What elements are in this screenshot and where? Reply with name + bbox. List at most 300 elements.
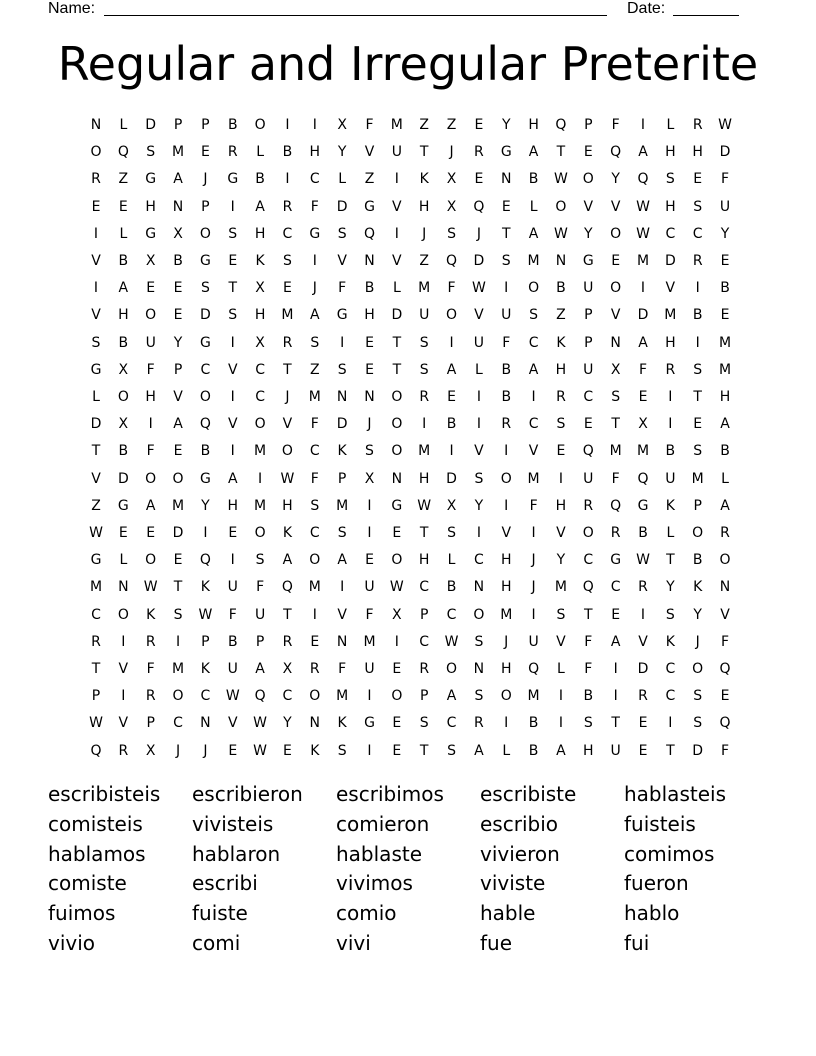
grid-letter[interactable]: V <box>720 606 730 623</box>
grid-letter[interactable]: V <box>91 253 101 269</box>
grid-letter[interactable]: A <box>556 742 566 759</box>
grid-letter[interactable]: H <box>364 307 375 324</box>
grid-letter[interactable]: F <box>447 280 456 297</box>
grid-letter[interactable]: C <box>583 552 594 569</box>
grid-letter[interactable]: E <box>365 361 374 378</box>
grid-letter[interactable]: Z <box>364 171 375 188</box>
grid-letter[interactable]: T <box>501 225 511 242</box>
grid-letter[interactable]: P <box>146 715 155 732</box>
grid-letter[interactable]: I <box>312 117 317 133</box>
grid-letter[interactable]: I <box>203 525 208 541</box>
grid-letter[interactable]: E <box>392 525 402 541</box>
grid-letter[interactable]: F <box>721 742 730 759</box>
grid-letter[interactable]: G <box>117 497 129 514</box>
grid-letter[interactable]: V <box>528 443 539 460</box>
grid-letter[interactable]: B <box>446 579 457 596</box>
grid-letter[interactable]: S <box>447 742 456 759</box>
grid-letter[interactable]: J <box>312 280 317 297</box>
grid-letter[interactable]: P <box>693 497 702 514</box>
grid-letter[interactable]: S <box>693 715 703 732</box>
grid-letter[interactable]: S <box>447 225 456 242</box>
grid-letter[interactable]: I <box>640 280 646 297</box>
grid-letter[interactable]: D <box>200 307 211 324</box>
grid-letter[interactable]: O <box>446 661 458 677</box>
grid-letter[interactable]: A <box>446 361 457 378</box>
grid-letter[interactable]: B <box>118 334 129 351</box>
grid-letter[interactable]: C <box>255 361 265 378</box>
grid-letter[interactable]: R <box>638 579 648 596</box>
grid-letter[interactable]: I <box>258 470 263 487</box>
grid-letter[interactable]: W <box>89 715 103 732</box>
grid-letter[interactable]: E <box>365 552 374 569</box>
grid-letter[interactable]: I <box>613 661 618 677</box>
grid-letter[interactable]: F <box>256 579 265 596</box>
grid-letter[interactable]: S <box>91 334 101 351</box>
grid-letter[interactable]: A <box>528 361 539 378</box>
grid-letter[interactable]: L <box>474 361 483 378</box>
grid-letter[interactable]: K <box>693 579 703 596</box>
grid-letter[interactable]: R <box>419 661 430 677</box>
grid-letter[interactable]: C <box>200 361 211 378</box>
grid-letter[interactable]: H <box>665 334 676 351</box>
grid-letter[interactable]: I <box>558 470 563 487</box>
grid-letter[interactable]: I <box>531 606 536 623</box>
grid-letter[interactable]: G <box>227 171 239 188</box>
grid-letter[interactable]: S <box>282 253 292 269</box>
grid-letter[interactable]: H <box>665 198 676 215</box>
grid-letter[interactable]: X <box>173 225 183 242</box>
grid-letter[interactable]: W <box>198 606 213 623</box>
grid-letter[interactable]: M <box>609 443 622 460</box>
grid-letter[interactable]: G <box>199 334 211 351</box>
grid-letter[interactable]: O <box>391 688 403 705</box>
grid-letter[interactable]: U <box>391 144 402 161</box>
grid-letter[interactable]: A <box>446 688 457 705</box>
grid-letter[interactable]: R <box>419 389 430 405</box>
grid-letter[interactable]: B <box>446 416 457 433</box>
grid-letter[interactable]: V <box>118 661 129 677</box>
grid-letter[interactable]: M <box>719 361 732 378</box>
grid-letter[interactable]: S <box>310 334 320 351</box>
grid-letter[interactable]: V <box>91 470 101 487</box>
grid-letter[interactable]: I <box>668 416 673 433</box>
grid-letter[interactable]: V <box>337 606 347 623</box>
grid-letter[interactable]: N <box>118 579 129 596</box>
grid-letter[interactable]: T <box>611 715 620 732</box>
grid-letter[interactable]: P <box>337 470 347 487</box>
grid-letter[interactable]: R <box>474 715 484 732</box>
grid-letter[interactable]: I <box>558 715 563 732</box>
grid-letter[interactable]: H <box>309 144 321 161</box>
grid-letter[interactable]: S <box>556 416 566 433</box>
grid-letter[interactable]: F <box>146 361 155 378</box>
grid-letter[interactable]: E <box>283 280 292 297</box>
grid-letter[interactable]: F <box>310 198 319 215</box>
grid-letter[interactable]: J <box>175 742 181 759</box>
grid-letter[interactable]: M <box>418 443 431 460</box>
grid-letter[interactable]: Y <box>666 579 675 596</box>
grid-letter[interactable]: H <box>719 389 731 405</box>
grid-letter[interactable]: S <box>310 497 320 514</box>
grid-letter[interactable]: M <box>719 334 732 351</box>
grid-letter[interactable]: O <box>692 525 704 541</box>
grid-letter[interactable]: E <box>173 552 183 569</box>
grid-letter[interactable]: T <box>392 361 402 378</box>
grid-letter[interactable]: M <box>500 606 513 623</box>
grid-letter[interactable]: T <box>283 606 292 623</box>
grid-letter[interactable]: X <box>392 606 402 623</box>
grid-letter[interactable]: P <box>419 688 429 705</box>
grid-letter[interactable]: R <box>692 117 703 133</box>
grid-letter[interactable]: Z <box>310 361 320 378</box>
grid-letter[interactable]: B <box>638 525 648 541</box>
grid-letter[interactable]: Q <box>254 688 266 705</box>
grid-letter[interactable]: V <box>364 144 375 161</box>
grid-letter[interactable]: I <box>148 416 153 433</box>
grid-letter[interactable]: O <box>172 470 184 487</box>
grid-letter[interactable]: X <box>446 497 457 514</box>
grid-letter[interactable]: I <box>504 497 509 514</box>
grid-letter[interactable]: K <box>310 742 320 759</box>
grid-letter[interactable]: B <box>501 361 512 378</box>
grid-letter[interactable]: O <box>145 470 157 487</box>
grid-letter[interactable]: I <box>668 389 673 405</box>
grid-letter[interactable]: I <box>504 280 509 297</box>
grid-letter[interactable]: B <box>720 280 730 297</box>
grid-letter[interactable]: G <box>199 253 211 269</box>
grid-letter[interactable]: Q <box>555 117 567 133</box>
grid-letter[interactable]: V <box>91 307 101 324</box>
grid-letter[interactable]: N <box>473 661 485 677</box>
grid-letter[interactable]: N <box>391 470 403 487</box>
grid-letter[interactable]: C <box>173 715 183 732</box>
grid-letter[interactable]: D <box>692 742 704 759</box>
grid-letter[interactable]: S <box>611 389 621 405</box>
grid-letter[interactable]: H <box>118 307 129 324</box>
grid-letter[interactable]: S <box>583 715 593 732</box>
grid-letter[interactable]: C <box>309 171 320 188</box>
grid-letter[interactable]: O <box>528 280 540 297</box>
grid-letter[interactable]: Q <box>582 579 594 596</box>
grid-letter[interactable]: D <box>117 470 129 487</box>
grid-letter[interactable]: O <box>309 688 321 705</box>
grid-letter[interactable]: Y <box>337 144 347 161</box>
grid-letter[interactable]: X <box>255 334 265 351</box>
grid-letter[interactable]: B <box>173 253 183 269</box>
grid-letter[interactable]: G <box>336 307 348 324</box>
grid-letter[interactable]: Q <box>281 579 293 596</box>
grid-letter[interactable]: A <box>638 144 648 161</box>
grid-letter[interactable]: I <box>695 280 700 297</box>
grid-letter[interactable]: E <box>200 144 210 161</box>
grid-letter[interactable]: O <box>199 389 211 405</box>
grid-letter[interactable]: I <box>394 171 399 188</box>
grid-letter[interactable]: Q <box>582 443 594 460</box>
grid-letter[interactable]: U <box>364 579 375 596</box>
grid-letter[interactable]: Y <box>611 171 620 188</box>
grid-letter[interactable]: J <box>504 633 509 650</box>
grid-letter[interactable]: M <box>336 497 349 514</box>
grid-letter[interactable]: X <box>638 416 648 433</box>
grid-letter[interactable]: P <box>91 688 101 705</box>
grid-letter[interactable]: I <box>175 633 181 650</box>
grid-letter[interactable]: Y <box>474 497 484 514</box>
grid-letter[interactable]: M <box>418 280 431 297</box>
grid-letter[interactable]: F <box>611 470 620 487</box>
grid-letter[interactable]: H <box>500 579 512 596</box>
grid-letter[interactable]: I <box>312 606 317 623</box>
grid-letter[interactable]: R <box>583 497 594 514</box>
grid-letter[interactable]: Y <box>173 334 183 351</box>
grid-letter[interactable]: V <box>610 198 621 215</box>
grid-letter[interactable]: E <box>365 334 374 351</box>
grid-letter[interactable]: M <box>254 497 267 514</box>
grid-letter[interactable]: N <box>555 253 567 269</box>
grid-letter[interactable]: Q <box>719 661 731 677</box>
grid-letter[interactable]: L <box>338 171 347 188</box>
grid-letter[interactable]: S <box>693 198 703 215</box>
grid-letter[interactable]: O <box>254 117 266 133</box>
grid-letter[interactable]: N <box>172 198 184 215</box>
grid-letter[interactable]: P <box>201 198 210 215</box>
grid-letter[interactable]: F <box>584 633 593 650</box>
grid-letter[interactable]: I <box>367 742 372 759</box>
grid-letter[interactable]: P <box>173 361 183 378</box>
grid-letter[interactable]: X <box>282 661 293 677</box>
grid-letter[interactable]: E <box>228 253 238 269</box>
grid-letter[interactable]: X <box>255 280 265 297</box>
grid-letter[interactable]: S <box>474 633 484 650</box>
grid-letter[interactable]: B <box>118 443 129 460</box>
grid-letter[interactable]: N <box>473 579 485 596</box>
grid-letter[interactable]: S <box>146 144 156 161</box>
grid-letter[interactable]: E <box>447 389 456 405</box>
grid-letter[interactable]: W <box>636 552 650 569</box>
grid-letter[interactable]: O <box>719 552 731 569</box>
grid-letter[interactable]: I <box>640 117 646 133</box>
grid-letter[interactable]: F <box>310 416 319 433</box>
grid-letter[interactable]: I <box>558 688 563 705</box>
grid-letter[interactable]: I <box>230 389 235 405</box>
grid-letter[interactable]: Y <box>501 117 511 133</box>
grid-letter[interactable]: K <box>200 579 210 596</box>
grid-letter[interactable]: V <box>474 443 484 460</box>
grid-letter[interactable]: E <box>146 280 156 297</box>
grid-letter[interactable]: O <box>446 307 458 324</box>
grid-letter[interactable]: T <box>419 742 429 759</box>
grid-letter[interactable]: T <box>666 552 675 569</box>
grid-letter[interactable]: Q <box>637 171 649 188</box>
grid-letter[interactable]: I <box>531 525 536 541</box>
grid-letter[interactable]: S <box>365 443 374 460</box>
grid-letter[interactable]: S <box>173 606 183 623</box>
grid-letter[interactable]: U <box>719 198 731 215</box>
grid-letter[interactable]: I <box>531 389 536 405</box>
grid-letter[interactable]: U <box>254 606 266 623</box>
grid-letter[interactable]: J <box>476 225 481 242</box>
grid-letter[interactable]: D <box>90 416 102 433</box>
grid-letter[interactable]: O <box>309 552 321 569</box>
grid-letter[interactable]: N <box>200 715 211 732</box>
grid-letter[interactable]: O <box>145 307 157 324</box>
grid-letter[interactable]: I <box>504 443 509 460</box>
grid-letter[interactable]: T <box>419 525 429 541</box>
grid-letter[interactable]: M <box>89 579 103 596</box>
grid-letter[interactable]: M <box>308 579 321 596</box>
grid-letter[interactable]: L <box>392 280 401 297</box>
grid-letter[interactable]: Q <box>199 416 211 433</box>
grid-letter[interactable]: E <box>91 198 101 215</box>
grid-letter[interactable]: O <box>582 525 594 541</box>
grid-letter[interactable]: H <box>145 389 156 405</box>
grid-letter[interactable]: D <box>336 416 348 433</box>
grid-letter[interactable]: Y <box>556 552 566 569</box>
grid-letter[interactable]: T <box>584 606 593 623</box>
grid-letter[interactable]: Z <box>446 117 457 133</box>
grid-letter[interactable]: N <box>364 253 375 269</box>
grid-letter[interactable]: H <box>282 497 293 514</box>
grid-letter[interactable]: L <box>666 525 675 541</box>
grid-letter[interactable]: J <box>367 416 372 433</box>
grid-letter[interactable]: H <box>500 552 512 569</box>
grid-letter[interactable]: I <box>121 688 126 705</box>
grid-letter[interactable]: O <box>500 470 512 487</box>
grid-letter[interactable]: Y <box>720 225 730 242</box>
grid-letter[interactable]: S <box>228 307 238 324</box>
grid-letter[interactable]: R <box>720 525 730 541</box>
grid-letter[interactable]: Q <box>528 661 540 677</box>
grid-letter[interactable]: T <box>556 144 566 161</box>
grid-letter[interactable]: C <box>474 552 484 569</box>
grid-letter[interactable]: E <box>474 171 484 188</box>
grid-letter[interactable]: L <box>529 198 538 215</box>
grid-letter[interactable]: E <box>118 198 128 215</box>
grid-letter[interactable]: W <box>225 688 240 705</box>
grid-letter[interactable]: I <box>476 416 481 433</box>
grid-letter[interactable]: V <box>392 253 402 269</box>
grid-letter[interactable]: K <box>337 715 347 732</box>
grid-letter[interactable]: U <box>227 661 238 677</box>
grid-letter[interactable]: G <box>145 225 157 242</box>
grid-letter[interactable]: C <box>282 225 293 242</box>
grid-letter[interactable]: E <box>556 443 566 460</box>
grid-letter[interactable]: I <box>367 525 372 541</box>
grid-letter[interactable]: J <box>203 171 208 188</box>
grid-letter[interactable]: D <box>172 525 184 541</box>
grid-letter[interactable]: O <box>391 416 403 433</box>
grid-letter[interactable]: Q <box>610 497 622 514</box>
grid-letter[interactable]: F <box>721 171 730 188</box>
grid-letter[interactable]: B <box>720 443 730 460</box>
grid-letter[interactable]: B <box>665 443 676 460</box>
grid-letter[interactable]: I <box>312 253 317 269</box>
grid-letter[interactable]: S <box>337 525 347 541</box>
grid-letter[interactable]: T <box>666 742 675 759</box>
grid-letter[interactable]: Q <box>473 198 485 215</box>
grid-letter[interactable]: I <box>449 334 454 351</box>
grid-letter[interactable]: S <box>419 361 429 378</box>
grid-letter[interactable]: X <box>446 171 457 188</box>
grid-letter[interactable]: V <box>392 198 402 215</box>
grid-letter[interactable]: M <box>636 253 650 269</box>
grid-letter[interactable]: C <box>583 389 594 405</box>
grid-letter[interactable]: V <box>227 715 238 732</box>
grid-letter[interactable]: E <box>638 742 648 759</box>
grid-letter[interactable]: T <box>392 334 402 351</box>
grid-letter[interactable]: H <box>583 742 594 759</box>
grid-letter[interactable]: F <box>638 361 648 378</box>
grid-letter[interactable]: I <box>449 443 454 460</box>
grid-letter[interactable]: W <box>471 280 486 297</box>
grid-letter[interactable]: A <box>720 416 730 433</box>
grid-letter[interactable]: M <box>172 497 185 514</box>
grid-letter[interactable]: B <box>364 280 375 297</box>
grid-letter[interactable]: R <box>309 661 320 677</box>
grid-letter[interactable]: O <box>473 606 485 623</box>
grid-letter[interactable]: A <box>528 144 539 161</box>
grid-letter[interactable]: D <box>637 661 649 677</box>
grid-letter[interactable]: A <box>528 225 539 242</box>
grid-letter[interactable]: I <box>476 525 481 541</box>
grid-letter[interactable]: H <box>555 361 567 378</box>
grid-letter[interactable]: X <box>118 361 129 378</box>
grid-letter[interactable]: X <box>610 361 621 378</box>
grid-letter[interactable]: A <box>282 552 293 569</box>
grid-letter[interactable]: X <box>118 416 129 433</box>
grid-letter[interactable]: N <box>719 579 731 596</box>
grid-letter[interactable]: Z <box>556 307 566 324</box>
grid-letter[interactable]: H <box>528 117 539 133</box>
grid-letter[interactable]: S <box>337 361 347 378</box>
grid-letter[interactable]: C <box>309 525 320 541</box>
grid-letter[interactable]: O <box>172 688 184 705</box>
grid-letter[interactable]: L <box>119 225 128 242</box>
grid-letter[interactable]: U <box>419 307 430 324</box>
grid-letter[interactable]: A <box>173 171 183 188</box>
grid-letter[interactable]: E <box>392 742 402 759</box>
grid-letter[interactable]: M <box>363 633 376 650</box>
grid-letter[interactable]: O <box>199 225 211 242</box>
grid-letter[interactable]: V <box>227 416 238 433</box>
grid-letter[interactable]: J <box>203 742 208 759</box>
grid-letter[interactable]: J <box>449 144 454 161</box>
grid-letter[interactable]: R <box>145 688 156 705</box>
grid-letter[interactable]: T <box>283 361 292 378</box>
grid-letter[interactable]: O <box>117 606 129 623</box>
grid-letter[interactable]: L <box>447 552 456 569</box>
grid-letter[interactable]: P <box>173 117 183 133</box>
grid-letter[interactable]: J <box>422 225 427 242</box>
grid-letter[interactable]: E <box>392 661 402 677</box>
grid-letter[interactable]: N <box>610 334 621 351</box>
grid-letter[interactable]: X <box>337 117 347 133</box>
grid-letter[interactable]: I <box>668 715 673 732</box>
grid-letter[interactable]: A <box>255 661 265 677</box>
grid-letter[interactable]: X <box>446 198 457 215</box>
grid-letter[interactable]: F <box>611 117 620 133</box>
grid-letter[interactable]: I <box>285 117 290 133</box>
grid-letter[interactable]: I <box>640 606 646 623</box>
grid-letter[interactable]: S <box>337 742 347 759</box>
grid-letter[interactable]: R <box>638 688 648 705</box>
grid-letter[interactable]: S <box>556 606 566 623</box>
grid-letter[interactable]: R <box>282 198 293 215</box>
grid-letter[interactable]: O <box>391 443 403 460</box>
grid-letter[interactable]: A <box>173 416 183 433</box>
grid-letter[interactable]: C <box>309 443 320 460</box>
grid-letter[interactable]: C <box>282 688 293 705</box>
grid-letter[interactable]: D <box>336 198 348 215</box>
